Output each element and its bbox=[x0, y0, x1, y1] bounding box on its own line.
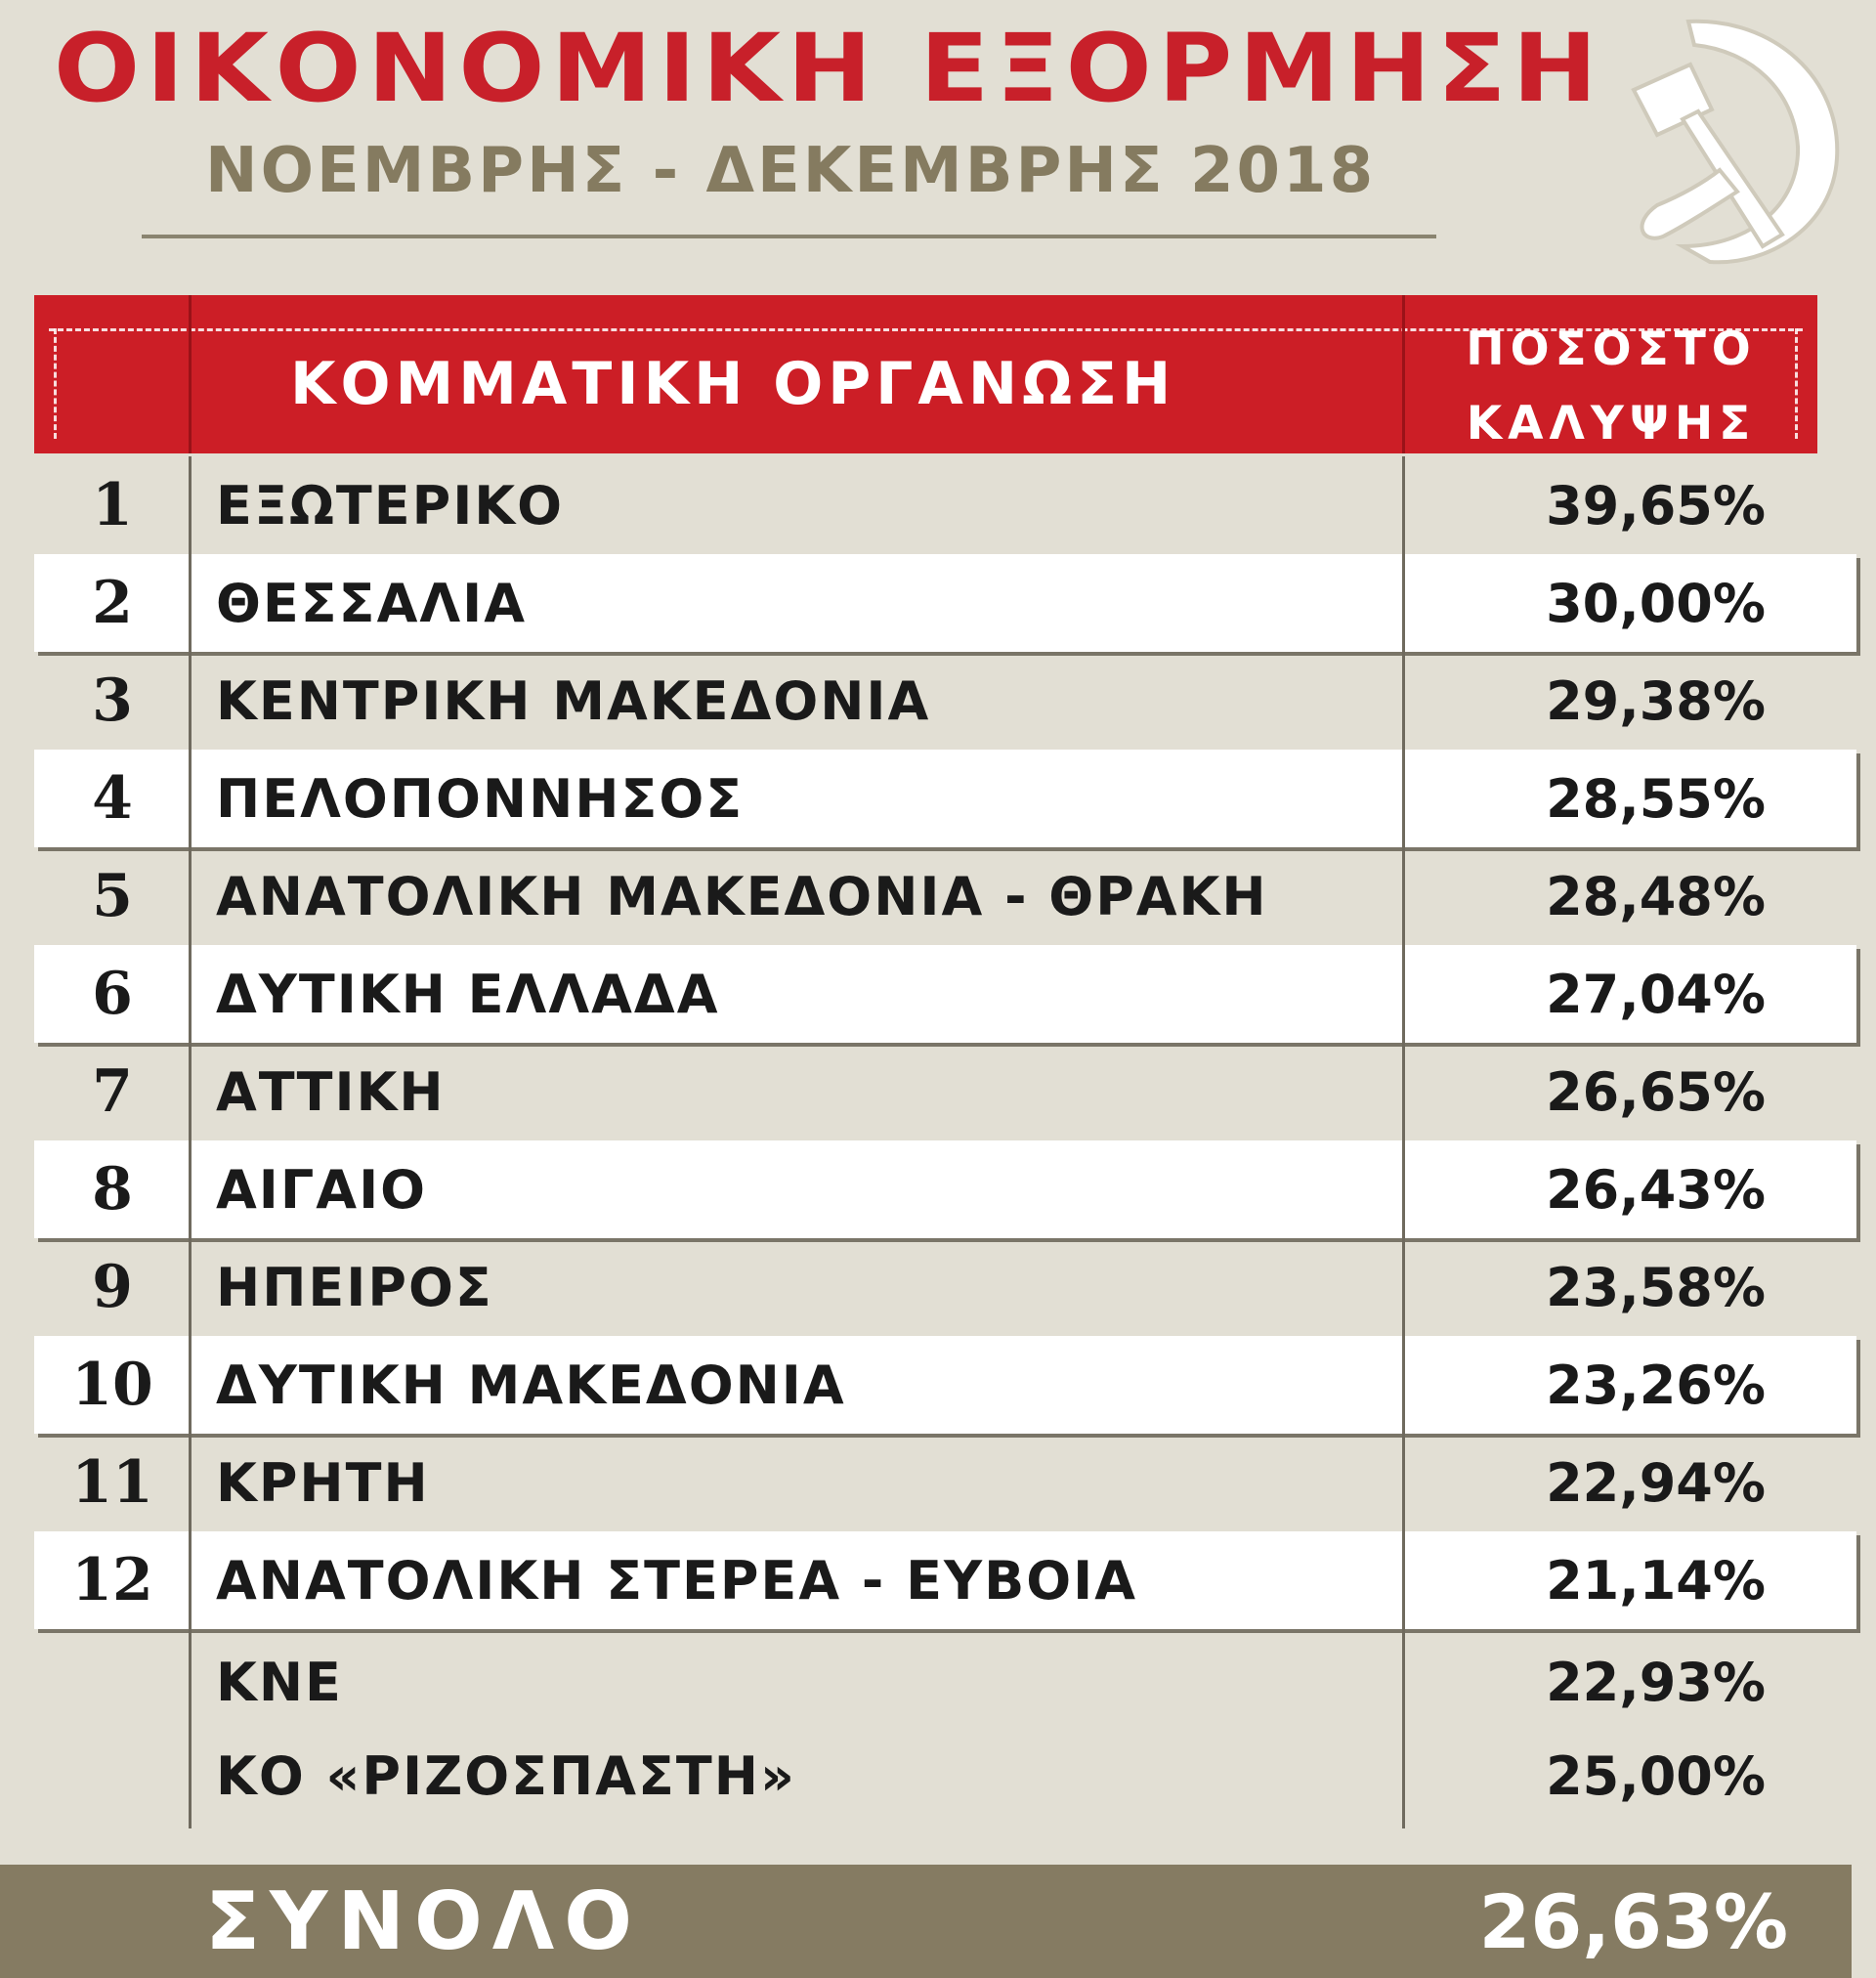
title-divider bbox=[142, 235, 1436, 238]
table-row bbox=[34, 750, 1856, 847]
row-coverage: 22,94% bbox=[1546, 1451, 1766, 1514]
table-row bbox=[34, 652, 1856, 750]
row-rank: 12 bbox=[71, 1546, 153, 1614]
total-value: 26,63% bbox=[1478, 1877, 1788, 1965]
row-rank: 7 bbox=[92, 1057, 133, 1126]
row-organization: ΑΝΑΤΟΛΙΚΗ ΣΤΕΡΕΑ - ΕΥΒΟΙΑ bbox=[216, 1549, 1138, 1612]
extra-coverage: 22,93% bbox=[1546, 1651, 1766, 1713]
table-row bbox=[34, 1238, 1856, 1336]
row-rank: 4 bbox=[92, 764, 133, 833]
row-organization: ΔΥΤΙΚΗ ΕΛΛΑΔΑ bbox=[216, 963, 720, 1025]
table-row bbox=[34, 1043, 1856, 1140]
extra-row bbox=[34, 1635, 1856, 1729]
row-rank: 6 bbox=[92, 960, 133, 1028]
extra-coverage: 25,00% bbox=[1546, 1744, 1766, 1807]
total-label: ΣΥΝΟΛΟ bbox=[205, 1874, 642, 1968]
column-header-coverage-label: ΠΟΣΟΣΤΟ ΚΑΛΥΨΗΣ bbox=[1466, 322, 1757, 451]
row-organization: ΠΕΛΟΠΟΝΝΗΣΟΣ bbox=[216, 767, 745, 830]
row-rank: 5 bbox=[92, 862, 133, 930]
row-organization: ΑΙΓΑΙΟ bbox=[216, 1158, 428, 1221]
table-row bbox=[34, 1140, 1856, 1238]
row-coverage: 23,26% bbox=[1546, 1354, 1766, 1416]
row-organization: ΔΥΤΙΚΗ ΜΑΚΕΔΟΝΙΑ bbox=[216, 1354, 846, 1416]
row-organization: ΕΞΩΤΕΡΙΚΟ bbox=[216, 474, 565, 537]
row-coverage: 29,38% bbox=[1546, 669, 1766, 732]
table-row bbox=[34, 945, 1856, 1043]
extra-organization: ΚΝΕ bbox=[216, 1651, 343, 1713]
extra-organization: ΚΟ «ΡΙΖΟΣΠΑΣΤΗ» bbox=[216, 1744, 796, 1807]
table-row bbox=[34, 847, 1856, 945]
header-column-separator bbox=[189, 295, 192, 453]
row-rank: 2 bbox=[92, 569, 133, 637]
row-rank: 9 bbox=[92, 1253, 133, 1321]
column-header-coverage bbox=[1405, 313, 1817, 461]
table-row bbox=[34, 554, 1856, 652]
page-subtitle: ΝΟΕΜΒΡΗΣ - ΔΕΚΕΜΒΡΗΣ 2018 bbox=[205, 135, 1377, 207]
table-row bbox=[34, 1336, 1856, 1434]
row-organization: ΚΕΝΤΡΙΚΗ ΜΑΚΕΔΟΝΙΑ bbox=[216, 669, 931, 732]
hammer-and-sickle-icon bbox=[1573, 0, 1856, 274]
row-organization: ΑΤΤΙΚΗ bbox=[216, 1060, 446, 1123]
table-row bbox=[34, 456, 1856, 554]
table-row bbox=[34, 1531, 1856, 1629]
table-header bbox=[34, 295, 1817, 453]
row-rank: 10 bbox=[71, 1351, 153, 1419]
row-rank: 3 bbox=[92, 666, 133, 735]
row-coverage: 21,14% bbox=[1546, 1549, 1766, 1612]
row-organization: ΘΕΣΣΑΛΙΑ bbox=[216, 572, 528, 634]
row-coverage: 39,65% bbox=[1546, 474, 1766, 537]
row-organization: ΗΠΕΙΡΟΣ bbox=[216, 1256, 493, 1318]
row-rank: 1 bbox=[92, 471, 133, 539]
row-coverage: 23,58% bbox=[1546, 1256, 1766, 1318]
table-row bbox=[34, 1434, 1856, 1531]
column-header-organization: ΚΟΜΜΑΤΙΚΗ ΟΡΓΑΝΩΣΗ bbox=[290, 350, 1176, 418]
row-organization: ΚΡΗΤΗ bbox=[216, 1451, 430, 1514]
row-coverage: 28,55% bbox=[1546, 767, 1766, 830]
row-organization: ΑΝΑΤΟΛΙΚΗ ΜΑΚΕΔΟΝΙΑ - ΘΡΑΚΗ bbox=[216, 865, 1268, 927]
page-title: ΟΙΚΟΝΟΜΙΚΗ ΕΞΟΡΜΗΣΗ bbox=[54, 14, 1604, 123]
header-dash-left bbox=[54, 328, 57, 439]
row-coverage: 26,43% bbox=[1546, 1158, 1766, 1221]
extra-row bbox=[34, 1729, 1856, 1823]
row-coverage: 30,00% bbox=[1546, 572, 1766, 634]
row-coverage: 27,04% bbox=[1546, 963, 1766, 1025]
row-coverage: 26,65% bbox=[1546, 1060, 1766, 1123]
row-rank: 11 bbox=[71, 1448, 153, 1517]
row-rank: 8 bbox=[92, 1155, 133, 1224]
column-separator bbox=[189, 456, 192, 1828]
column-separator bbox=[1402, 456, 1405, 1828]
total-row bbox=[0, 1865, 1852, 1978]
row-coverage: 28,48% bbox=[1546, 865, 1766, 927]
